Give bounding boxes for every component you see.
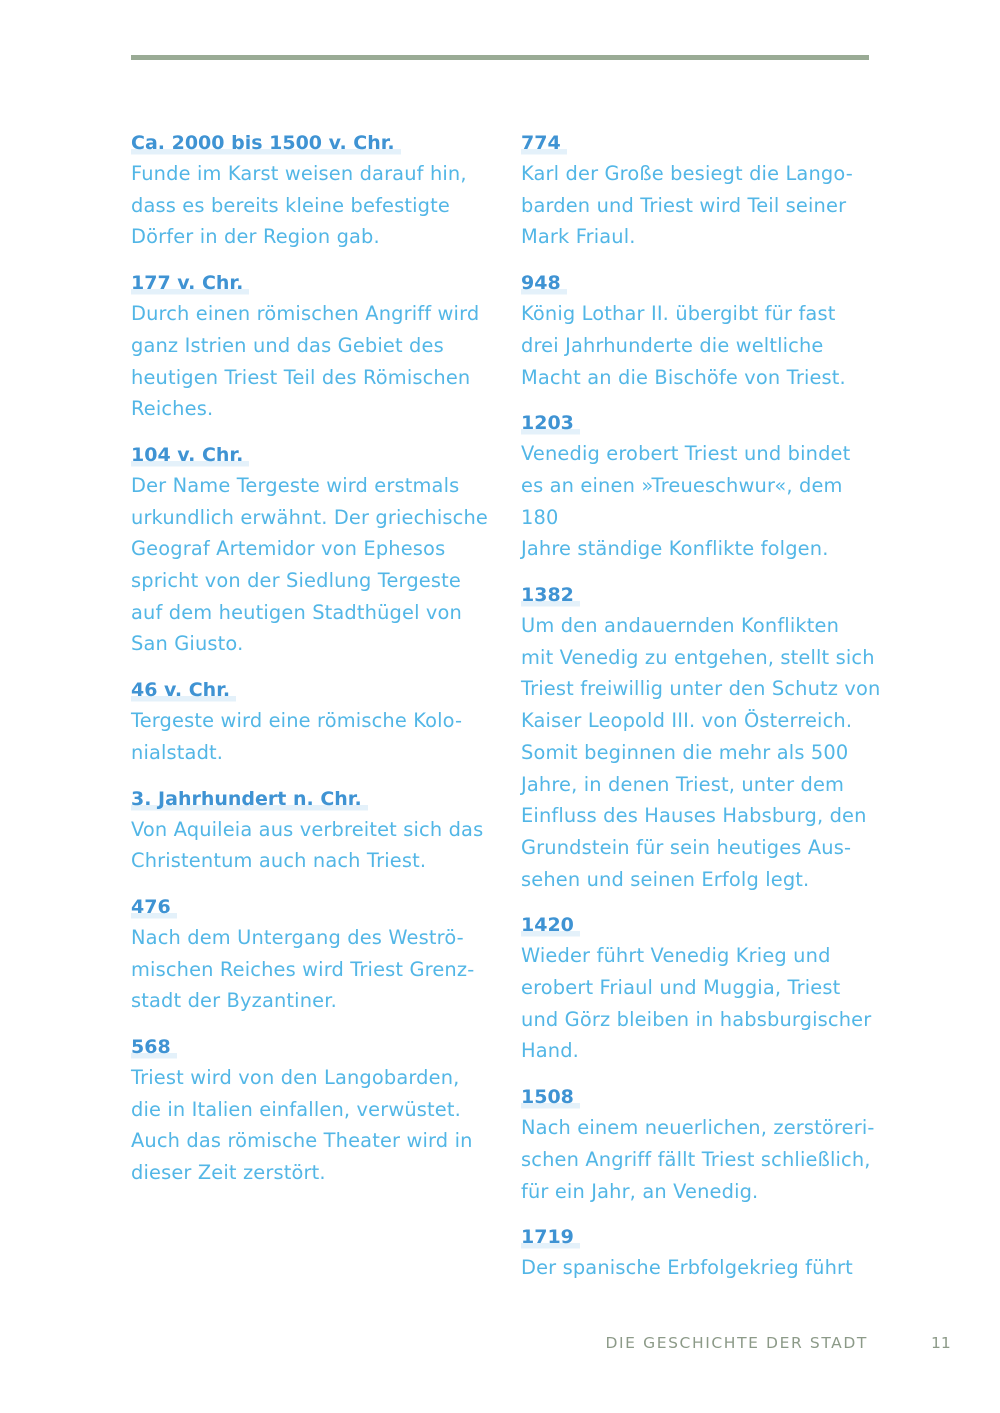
timeline-entry (521, 128, 881, 253)
entry-text: Venedig erobert Triest und bindet es an einen »Treueschwur«, dem 180 Jahre ständige Konflikte folgen. (521, 442, 851, 561)
entry-text: Von Aquileia aus verbreitet sich das Christentum auch nach Triest. (131, 817, 484, 873)
entry-text: Funde im Karst weisen darauf hin, dass es bereits kleine befestigte Dörfer in der Region gab. (131, 162, 467, 249)
entry-year: 568 (131, 1032, 177, 1062)
timeline-entry (131, 784, 491, 877)
entry-year: 948 (521, 268, 567, 298)
entry-text: König Lothar II. übergibt für fast drei Jahrhunderte die weltliche Macht an die Bischöfe von Triest. (521, 302, 846, 389)
entry-text: Der Name Tergeste wird erstmals urkundlich erwähnt. Der griechische Geograf Artemidor von Ephesos spricht von der Siedlung Tergeste auf dem heutigen Stadthügel von San Giusto. (131, 473, 488, 656)
timeline-entry (521, 408, 881, 565)
entry-year: 1420 (521, 910, 580, 940)
entry-year: 3. Jahrhundert n. Chr. (131, 784, 368, 814)
entry-text: Um den andauernden Konflikten mit Venedig zu entgehen, stellt sich Triest freiwillig unter den Schutz von Kaiser Leopold III. von Österreich. Somit beginnen die mehr als 500 Jahre, in denen Triest, unter dem Einfluss des Hauses Habsburg, den Grundstein für sein heutiges Aus- sehen und seinen Erfolg legt. (521, 614, 881, 891)
entry-text: Triest wird von den Langobarden, die in Italien einfallen, verwüstet. Auch das römische Theater wird in dieser Zeit zerstört. (131, 1066, 473, 1185)
top-rule (131, 55, 869, 60)
entry-year: 1508 (521, 1082, 580, 1112)
entry-year: 1203 (521, 408, 580, 438)
entry-text: Nach dem Untergang des Weströ- mischen Reiches wird Triest Grenz- stadt der Byzantiner. (131, 925, 475, 1013)
timeline-entry (131, 892, 491, 1017)
timeline-entry (521, 1222, 881, 1284)
entry-year: 177 v. Chr. (131, 268, 249, 298)
timeline-entry (521, 580, 881, 895)
entry-text: Wieder führt Venedig Krieg und erobert Friaul und Muggia, Triest und Görz bleiben in habsburgischer Hand. (521, 944, 872, 1063)
running-footer-title: DIE GESCHICHTE DER STADT (605, 1334, 868, 1352)
entry-text: Der spanische Erbfolgekrieg führt (521, 1256, 853, 1280)
entry-text: Durch einen römischen Angriff wird ganz Istrien und das Gebiet des heutigen Triest Teil des Römischen Reiches. (131, 302, 480, 421)
entry-year: 104 v. Chr. (131, 440, 249, 470)
entry-year: 1719 (521, 1222, 580, 1252)
entry-year: 774 (521, 128, 567, 158)
timeline-column-right (521, 128, 881, 1299)
page-number: 11 (931, 1334, 951, 1352)
entry-year: Ca. 2000 bis 1500 v. Chr. (131, 128, 401, 158)
timeline-entry (131, 675, 491, 768)
entry-text: Tergeste wird eine römische Kolo- nialstadt. (131, 709, 463, 764)
timeline-entry (131, 128, 491, 253)
timeline-entry (131, 440, 491, 660)
timeline-entry (131, 268, 491, 425)
timeline-column-left (131, 128, 491, 1204)
timeline-entry (521, 910, 881, 1067)
entry-year: 1382 (521, 580, 580, 610)
timeline-entry (521, 1082, 881, 1207)
timeline-entry (521, 268, 881, 393)
entry-year: 476 (131, 892, 177, 922)
entry-text: Karl der Große besiegt die Lango- barden und Triest wird Teil seiner Mark Friaul. (521, 162, 853, 249)
entry-year: 46 v. Chr. (131, 675, 236, 705)
timeline-entry (131, 1032, 491, 1189)
entry-text: Nach einem neuerlichen, zerstöreri- schen Angriff fällt Triest schließlich, für ein Jahr, an Venedig. (521, 1116, 875, 1203)
